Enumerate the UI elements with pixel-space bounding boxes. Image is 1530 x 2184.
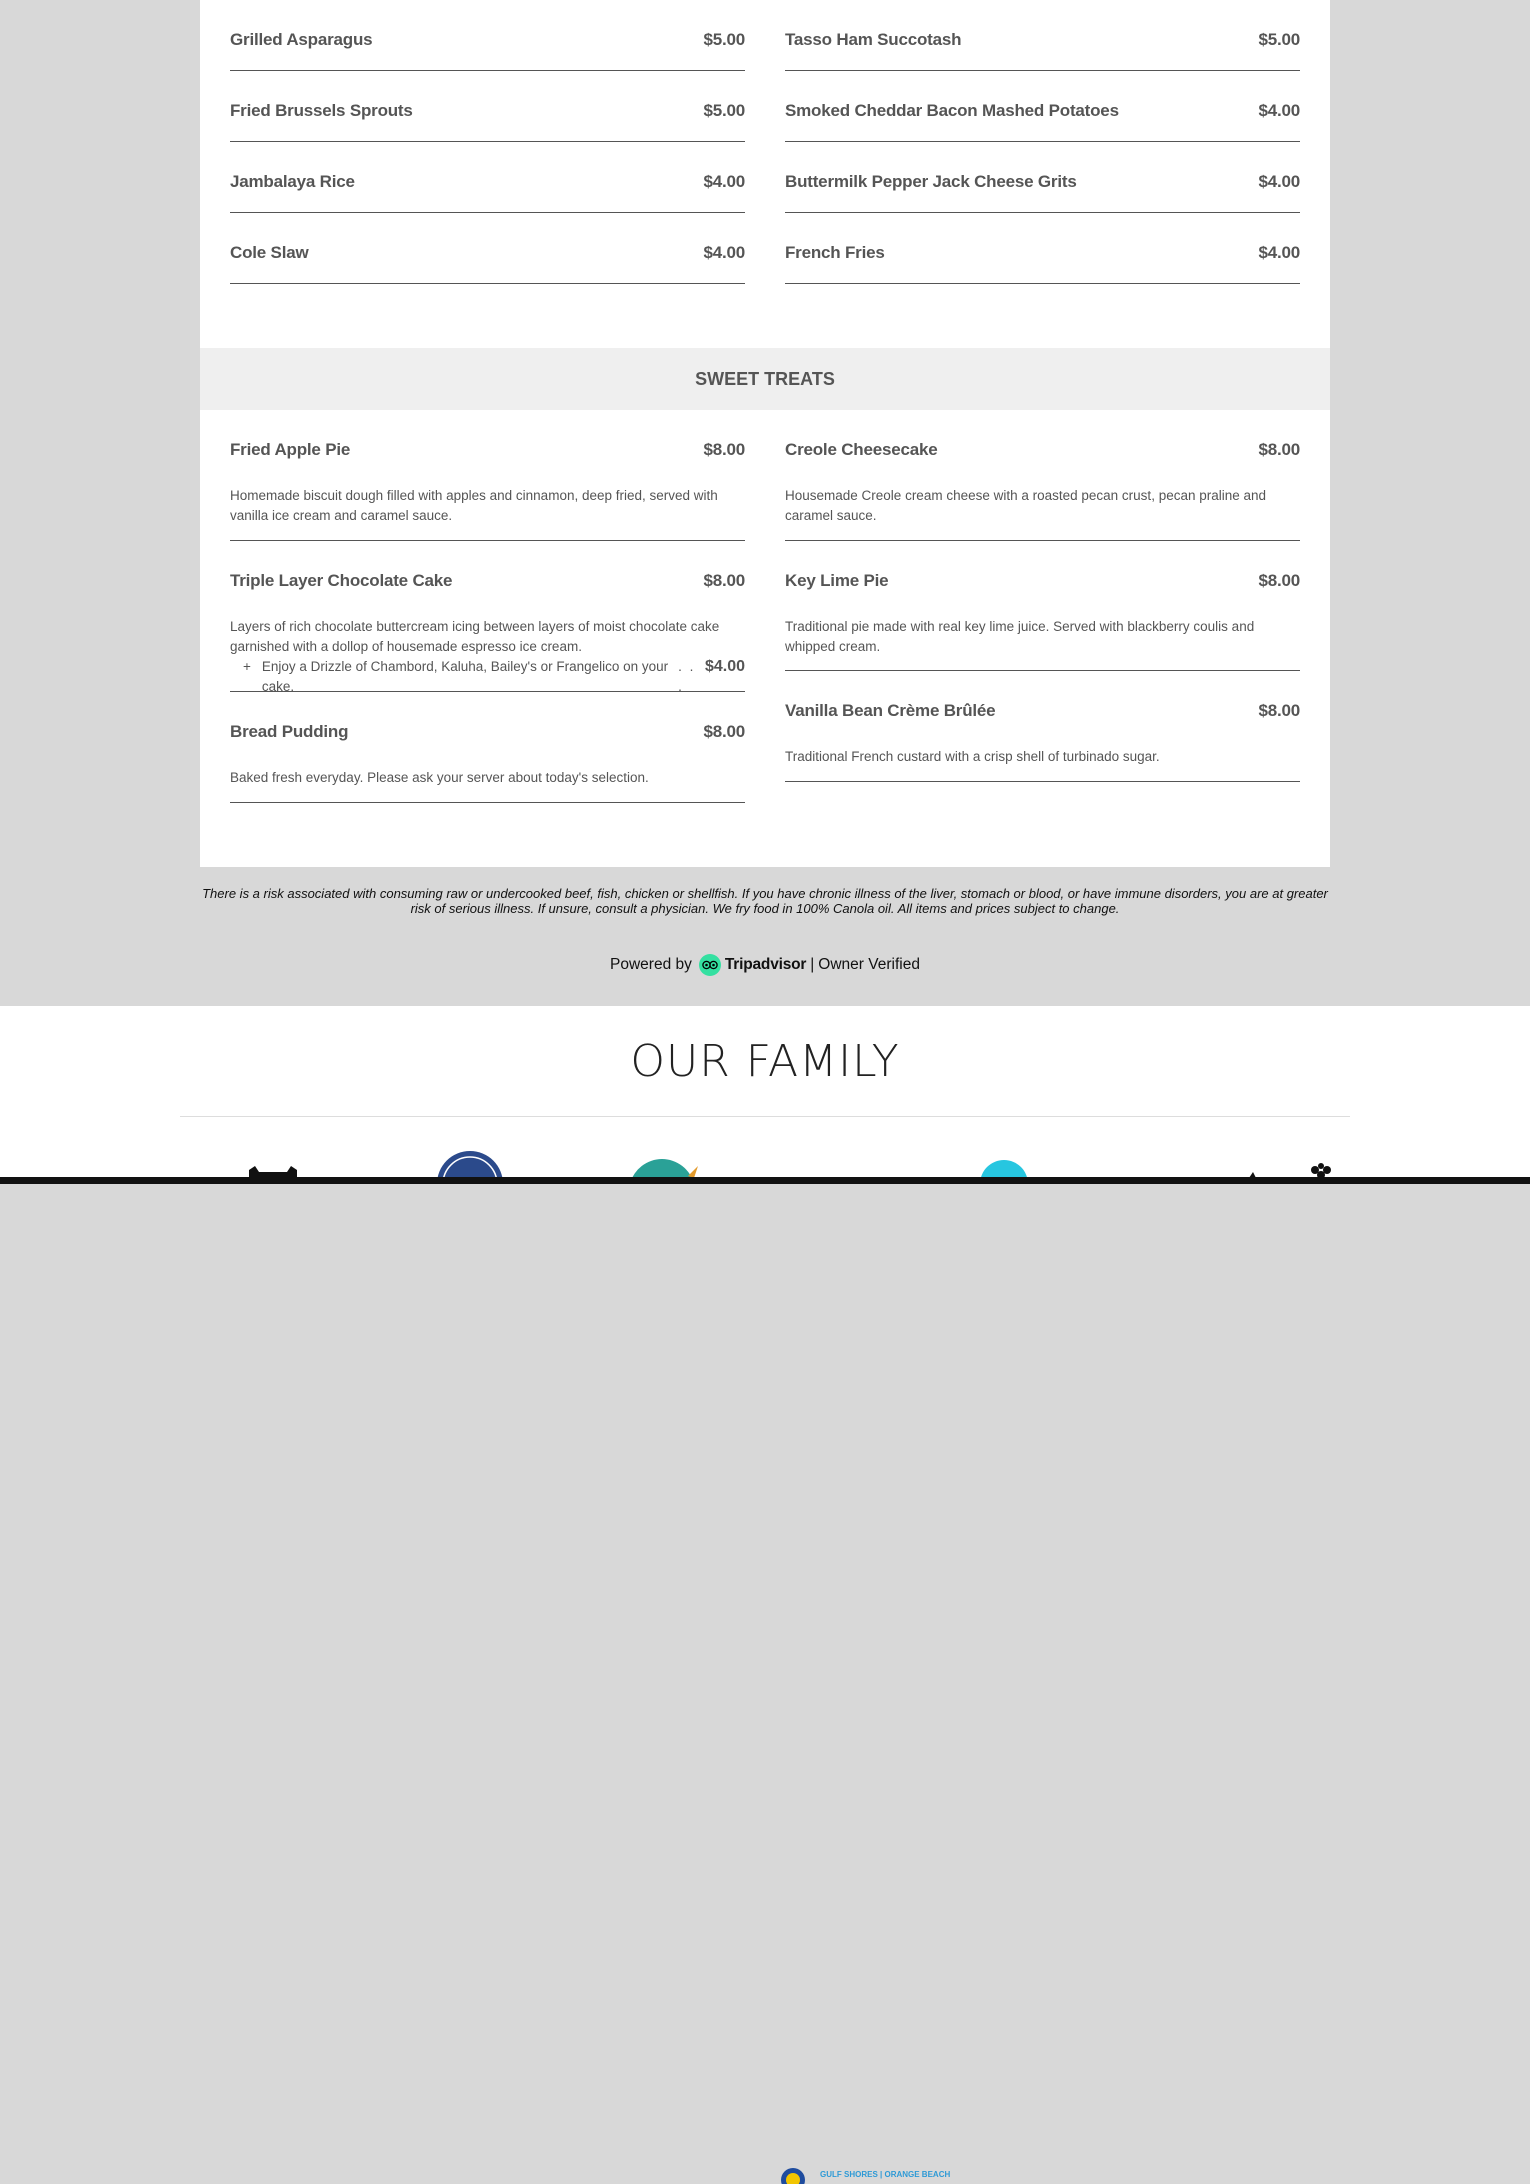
sun-icon <box>778 2166 808 2184</box>
bottom-bar <box>0 1177 1530 1184</box>
item-name: Vanilla Bean Crème Brûlée <box>785 701 996 720</box>
menu-item <box>230 30 745 71</box>
item-price: $4.00 <box>703 243 745 262</box>
item-price: $5.00 <box>703 30 745 49</box>
section-title: SWEET TREATS <box>695 368 835 389</box>
item-price: $4.00 <box>1258 243 1300 262</box>
item-price: $8.00 <box>703 722 745 741</box>
our-family-section <box>0 1006 1530 2179</box>
item-name: Jambalaya Rice <box>230 172 355 191</box>
menu-item <box>785 172 1300 213</box>
menu-item <box>230 243 745 284</box>
menu-card <box>200 0 1330 867</box>
item-name: French Fries <box>785 243 885 262</box>
item-description: Layers of rich chocolate buttercream icing between layers of moist chocolate cake garnished with a dollop of housemade espresso ice cream. <box>230 619 720 654</box>
food-disclaimer: There is a risk associated with consuming raw or undercooked beef, fish, chicken or shellfish. If you have chronic illness of the liver, stomach or blood, or have immune disorders, you are at greater risk of serious illness. If unsure, consult a physician. We fry food in 100% Canola oil. All items and prices subject to change. <box>202 886 1328 916</box>
separator: | <box>810 956 815 973</box>
menu-item <box>230 571 745 692</box>
powered-by[interactable] <box>0 954 1530 976</box>
gulf-shores-logo[interactable] <box>778 2166 951 2184</box>
item-price: $4.00 <box>1258 101 1300 120</box>
item-price: $4.00 <box>1258 172 1300 191</box>
menu-item <box>785 30 1300 71</box>
menu-item <box>785 440 1300 541</box>
item-price: $8.00 <box>1258 701 1300 720</box>
item-description: Baked fresh everyday. Please ask your server about today's selection. <box>230 770 649 785</box>
menu-item <box>785 243 1300 284</box>
menu-item <box>785 571 1300 671</box>
addon-text: Enjoy a Drizzle of Chambord, Kaluha, Bailey's or Frangelico on your cake. <box>261 659 669 694</box>
item-name: Smoked Cheddar Bacon Mashed Potatoes <box>785 101 1119 120</box>
item-price: $8.00 <box>703 440 745 459</box>
item-name: Fried Brussels Sprouts <box>230 101 413 120</box>
item-description: Housemade Creole cream cheese with a roasted pecan crust, pecan praline and caramel sauce. <box>785 488 1267 523</box>
item-description: Traditional pie made with real key lime juice. Served with blackberry coulis and whipped cream. <box>785 619 1255 654</box>
item-name: Bread Pudding <box>230 722 349 741</box>
menu-item <box>230 172 745 213</box>
addon-option <box>243 657 745 697</box>
item-name: Grilled Asparagus <box>230 30 373 49</box>
item-price: $5.00 <box>703 101 745 120</box>
item-price: $4.00 <box>703 172 745 191</box>
powered-prefix: Powered by <box>610 956 692 973</box>
item-name: Creole Cheesecake <box>785 440 938 459</box>
section-header <box>200 348 1330 410</box>
menu-item <box>230 101 745 142</box>
item-name: Cole Slaw <box>230 243 309 262</box>
item-price: $8.00 <box>1258 440 1300 459</box>
item-name: Buttermilk Pepper Jack Cheese Grits <box>785 172 1077 191</box>
addon-dots: . . . <box>678 659 696 694</box>
plus-icon: + <box>243 659 251 674</box>
menu-item <box>230 722 745 803</box>
item-name: Fried Apple Pie <box>230 440 351 459</box>
item-name: Triple Layer Chocolate Cake <box>230 571 453 590</box>
owner-verified-label: Owner Verified <box>818 956 920 973</box>
tripadvisor-brand[interactable]: Tripadvisor <box>724 956 807 973</box>
item-name: Key Lime Pie <box>785 571 889 590</box>
our-family-title: OUR FAMILY <box>630 1036 900 1087</box>
divider <box>180 1116 1350 1117</box>
item-price: $8.00 <box>703 571 745 590</box>
addon-price: $4.00 <box>704 658 745 675</box>
item-description: Homemade biscuit dough filled with apples and cinnamon, deep fried, served with vanilla ice cream and caramel sauce. <box>230 488 718 523</box>
menu-item <box>785 701 1300 782</box>
item-price: $8.00 <box>1258 571 1300 590</box>
tripadvisor-owl-icon <box>699 954 721 976</box>
gulf-shores-logo-text: GULF SHORES | ORANGE BEACH <box>820 2170 951 2179</box>
menu-item <box>785 101 1300 142</box>
item-price: $5.00 <box>1258 30 1300 49</box>
item-description: Traditional French custard with a crisp shell of turbinado sugar. <box>785 749 1160 764</box>
menu-item <box>230 440 745 541</box>
item-name: Tasso Ham Succotash <box>785 30 962 49</box>
